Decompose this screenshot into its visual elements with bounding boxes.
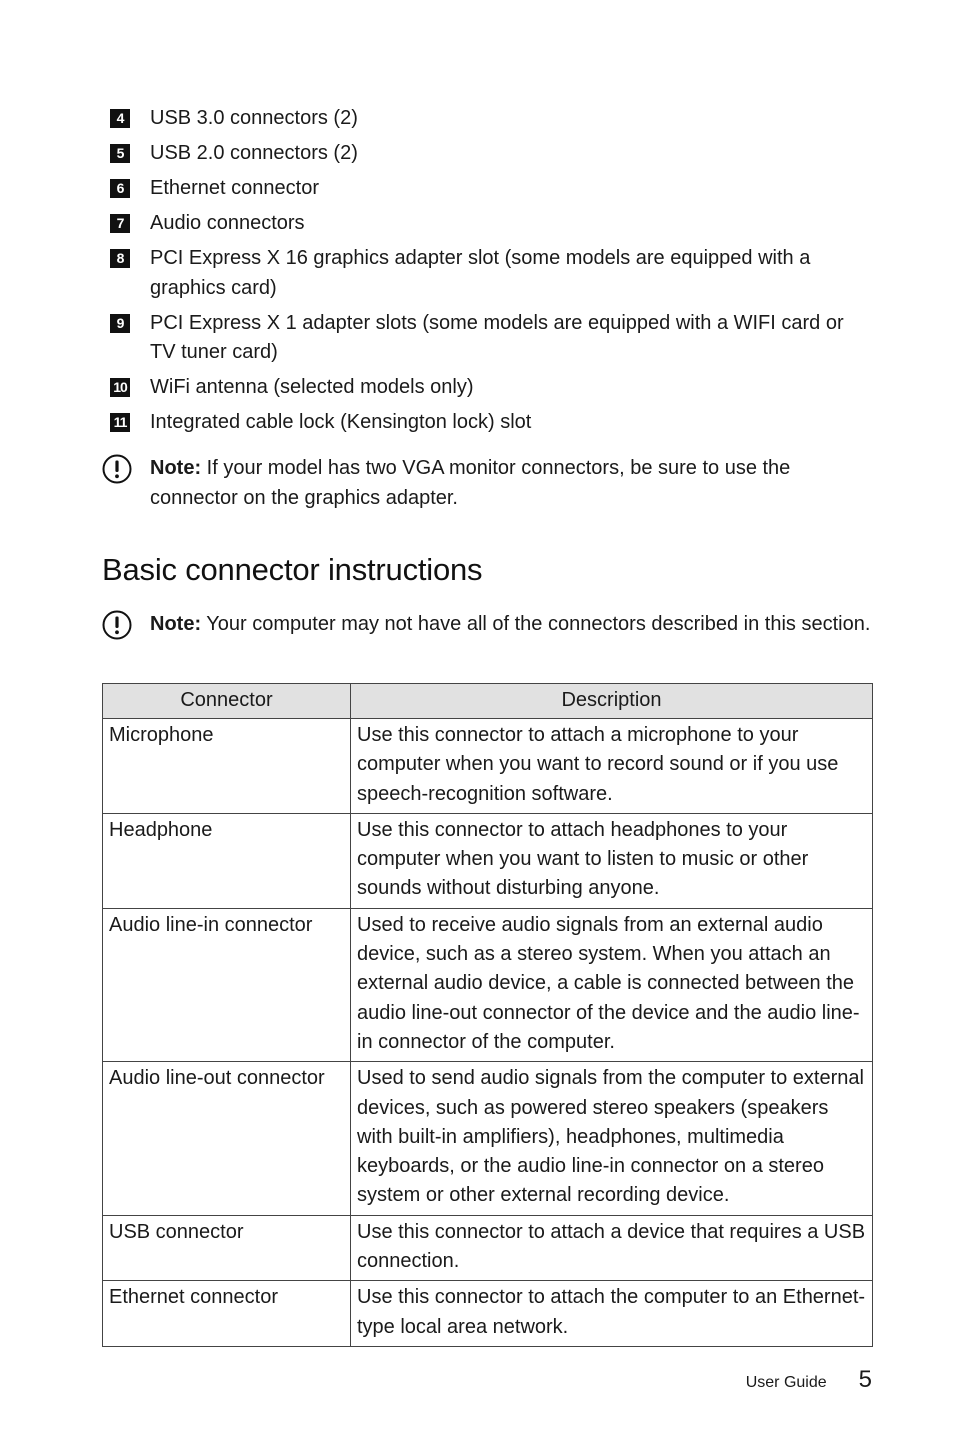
column-header-connector: Connector	[103, 684, 351, 719]
description-cell: Used to receive audio signals from an external audio device, such as a stereo system. When you attach an external audio device, a cable is connected between the audio line-out connector of the device and the audio line-in connector of the computer.	[351, 908, 873, 1061]
description-cell: Use this connector to attach a device that requires a USB connection.	[351, 1215, 873, 1281]
connector-cell: Audio line-out connector	[103, 1062, 351, 1215]
page-number: 5	[858, 1366, 872, 1393]
note-label: Note:	[150, 457, 202, 479]
table-row	[103, 813, 873, 908]
list-item-text: WiFi antenna (selected models only)	[150, 376, 474, 398]
list-item	[110, 309, 870, 368]
table-header-row	[103, 684, 873, 719]
column-header-description: Description	[351, 684, 873, 719]
list-item	[110, 373, 870, 403]
table-row	[103, 719, 873, 814]
callout-number: 8	[110, 249, 130, 268]
note-label: Note:	[150, 613, 202, 635]
list-item-text: USB 3.0 connectors (2)	[150, 107, 358, 129]
note-connectors	[102, 610, 872, 640]
connector-cell: Ethernet connector	[103, 1281, 351, 1347]
list-item	[110, 244, 870, 303]
note-body: Your computer may not have all of the connectors described in this section.	[201, 613, 871, 635]
list-item	[110, 174, 870, 204]
footer-label: User Guide	[745, 1374, 827, 1391]
list-item-text: PCI Express X 16 graphics adapter slot (some models are equipped with a graphics card)	[150, 247, 811, 299]
description-cell: Use this connector to attach the computer to an Ethernet-type local area network.	[351, 1281, 873, 1347]
list-item-text: Integrated cable lock (Kensington lock) slot	[150, 411, 532, 433]
callout-number: 9	[110, 314, 130, 333]
table-row	[103, 908, 873, 1061]
list-item	[110, 104, 870, 134]
list-item	[110, 139, 870, 169]
description-cell: Use this connector to attach a microphone to your computer when you want to record sound or if you use speech-recognition software.	[351, 719, 873, 814]
connector-cell: Headphone	[103, 813, 351, 908]
callout-number: 7	[110, 214, 130, 233]
callout-number: 4	[110, 109, 130, 128]
connector-cell: Audio line-in connector	[103, 908, 351, 1061]
callout-number: 11	[110, 413, 130, 432]
table-row	[103, 1062, 873, 1215]
component-list	[110, 104, 870, 443]
list-item	[110, 209, 870, 239]
section-title: Basic connector instructions	[102, 552, 483, 587]
list-item-text: PCI Express X 1 adapter slots (some models are equipped with a WIFI card or TV tuner card)	[150, 311, 844, 363]
callout-number: 6	[110, 179, 130, 198]
list-item	[110, 408, 870, 438]
note-body: If your model has two VGA monitor connectors, be sure to use the connector on the graphics adapter.	[150, 457, 791, 509]
connector-cell: Microphone	[103, 719, 351, 814]
list-item-text: USB 2.0 connectors (2)	[150, 142, 358, 164]
description-cell: Use this connector to attach headphones to your computer when you want to listen to music or other sounds without disturbing anyone.	[351, 813, 873, 908]
attention-icon	[102, 610, 132, 640]
connector-table	[102, 683, 873, 1347]
attention-icon	[102, 454, 132, 484]
page-footer	[746, 1366, 872, 1394]
list-item-text: Ethernet connector	[150, 177, 319, 199]
list-item-text: Audio connectors	[150, 212, 305, 234]
note-vga	[102, 454, 872, 513]
note-text	[150, 454, 872, 513]
note-text	[150, 610, 872, 640]
description-cell: Used to send audio signals from the computer to external devices, such as powered stereo speakers (speakers with built-in amplifiers), headphones, multimedia keyboards, or the audio line-in connector on a stereo system or other external recording device.	[351, 1062, 873, 1215]
connector-cell: USB connector	[103, 1215, 351, 1281]
callout-number: 5	[110, 144, 130, 163]
table-row	[103, 1215, 873, 1281]
callout-number: 10	[110, 378, 130, 397]
table-row	[103, 1281, 873, 1347]
